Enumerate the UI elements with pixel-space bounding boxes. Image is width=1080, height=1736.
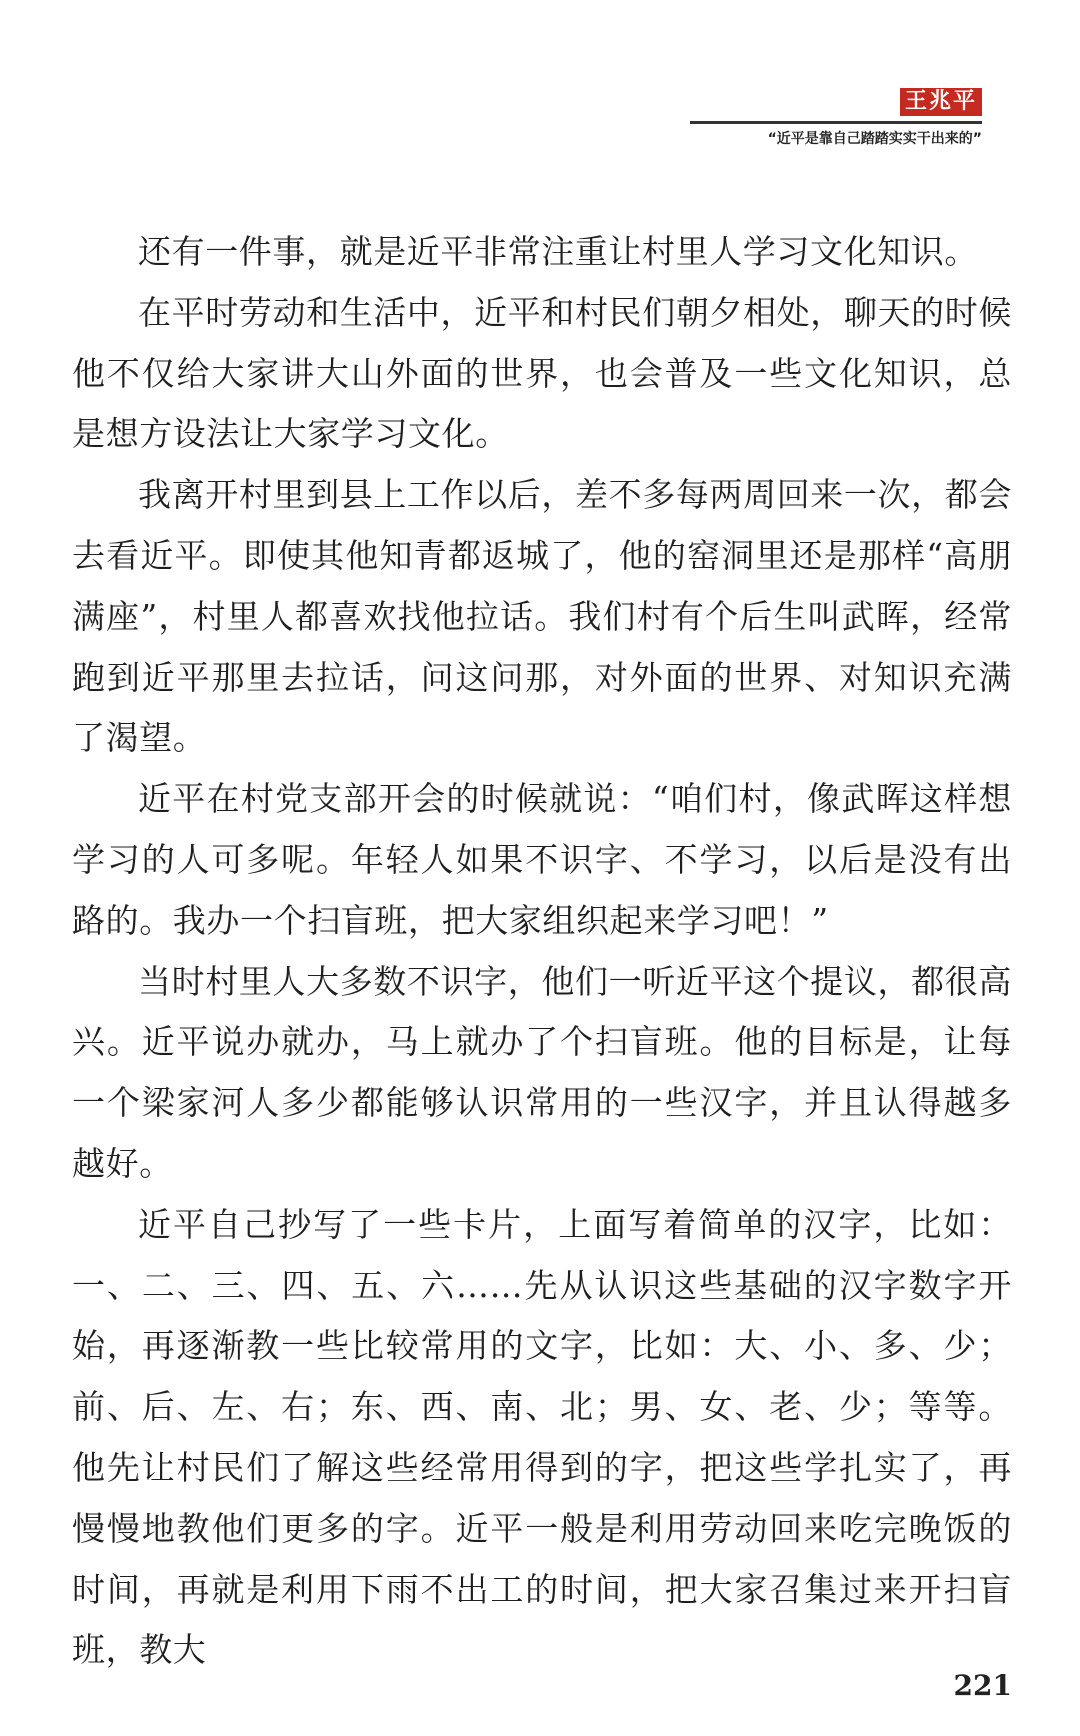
paragraph-3: 我离开村里到县上工作以后，差不多每两周回来一次，都会去看近平。即使其他知青都返城了，他的窑洞里还是那样“高朋满座”，村里人都喜欢找他拉话。我们村有个后生叫武晖，经常跑到近平那里去拉话，问这问那，对外面的世界、对知识充满了渴望。 bbox=[72, 475, 1012, 758]
paragraph-4: 近平在村党支部开会的时候就说：“咱们村，像武晖这样想学习的人可多呢。年轻人如果不识字、不学习，以后是没有出路的。我办一个扫盲班，把大家组织起来学习吧！” bbox=[72, 779, 1012, 940]
running-header-tag: 王兆平 bbox=[900, 88, 982, 116]
page-number: 221 bbox=[953, 1669, 1012, 1702]
paragraph-6: 近平自己抄写了一些卡片，上面写着简单的汉字，比如：一、二、三、四、五、六……先从认识这些基础的汉字数字开始，再逐渐教一些比较常用的文字，比如：大、小、多、少；前、后、左、右；东、西、南、北；男、女、老、少；等等。他先让村民们了解这些经常用得到的字，把这些学扎实了，再慢慢地教他们更多的字。近平一般是利用劳动回来吃完晚饭的时间，再就是利用下雨不出工的时间，把大家召集过来开扫盲班，教大 bbox=[72, 1204, 1012, 1670]
body-text bbox=[72, 222, 1012, 1681]
running-header-subtitle: “近平是靠自己踏踏实实干出来的” bbox=[767, 131, 982, 147]
header-divider bbox=[690, 121, 982, 124]
paragraph-2: 在平时劳动和生活中，近平和村民们朝夕相处，聊天的时候他不仅给大家讲大山外面的世界，也会普及一些文化知识，总是想方设法让大家学习文化。 bbox=[72, 292, 1012, 454]
paragraph-5: 当时村里人大多数不识字，他们一听近平这个提议，都很高兴。近平说办就办，马上就办了个扫盲班。他的目标是，让每一个梁家河人多少都能够认识常用的一些汉字，并且认得越多越好。 bbox=[72, 961, 1012, 1183]
paragraph-1: 还有一件事，就是近平非常注重让村里人学习文化知识。 bbox=[138, 232, 978, 271]
